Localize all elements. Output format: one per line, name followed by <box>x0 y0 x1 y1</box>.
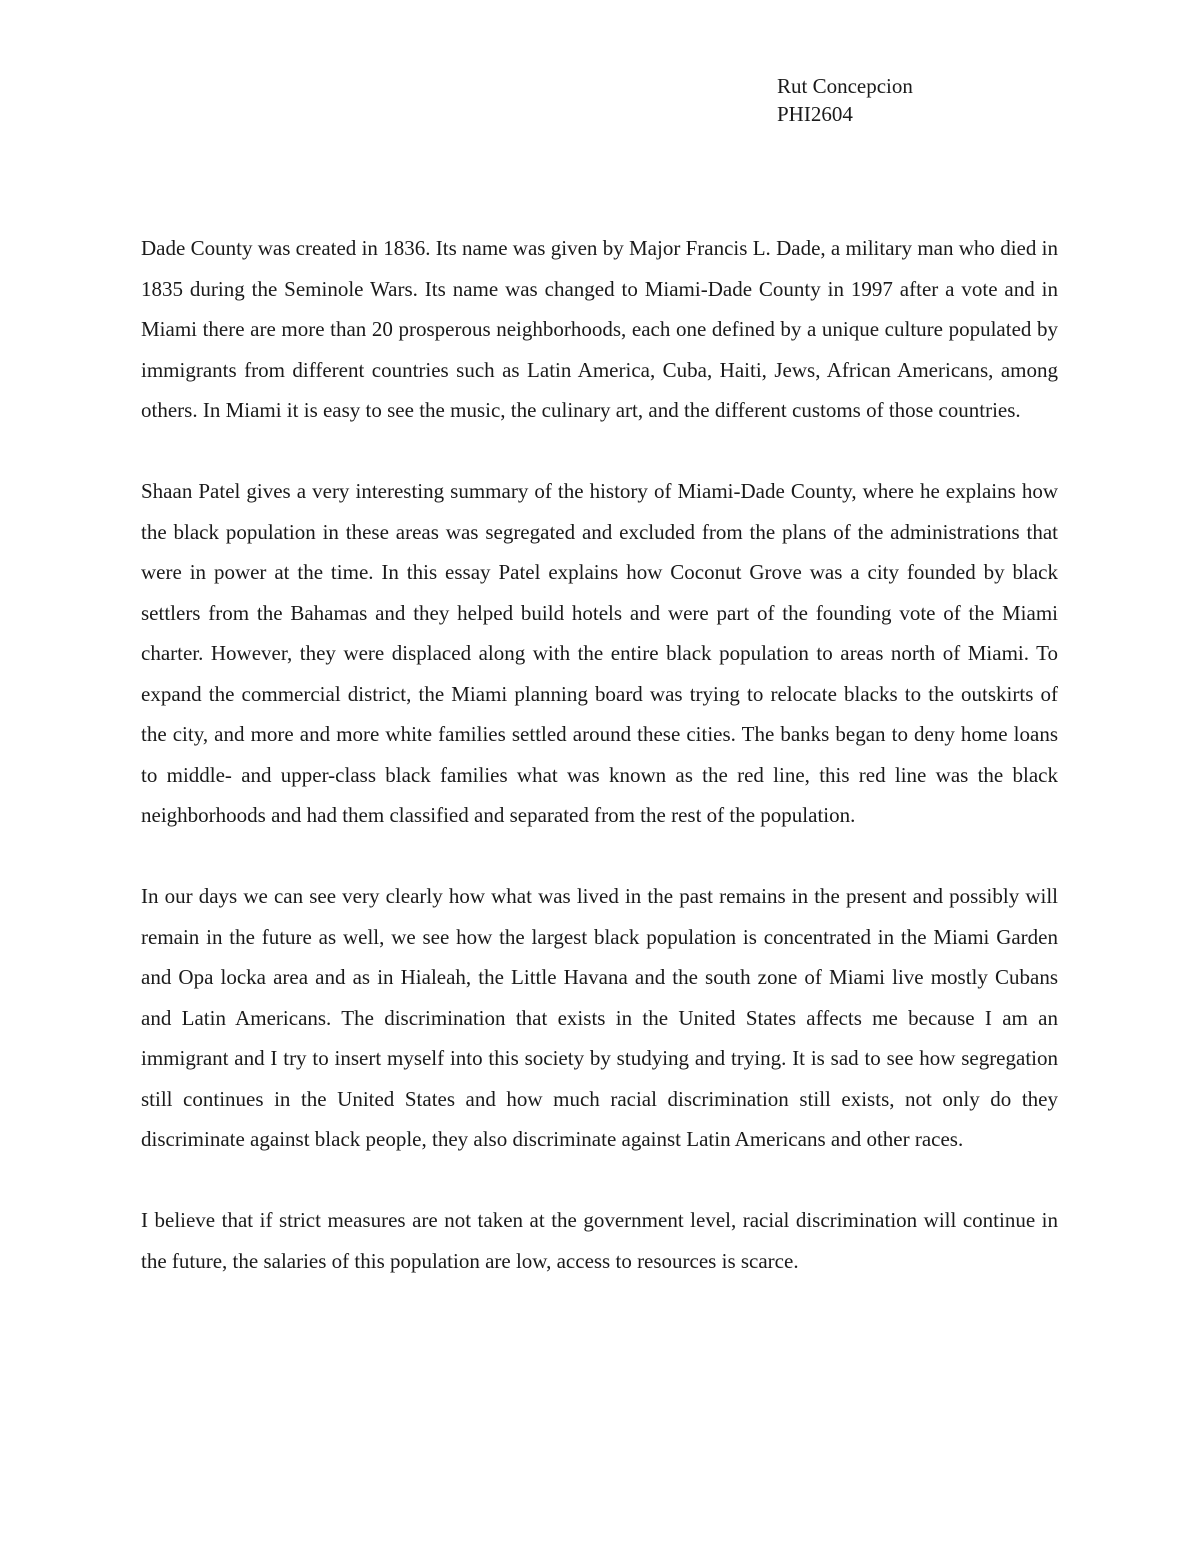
paragraph-1: Dade County was created in 1836. Its name was given by Major Francis L. Dade, a military man who died in 1835 during the Seminole Wars. Its name was changed to Miami-Dade County in 1997 after a vote and in Miami there are more than 20 prosperous neighborhoods, each one defined by a unique culture populated by immigrants from different countries such as Latin America, Cuba, Haiti, Jews, African Americans, among others. In Miami it is easy to see the music, the culinary art, and the different customs of those countries. <box>141 236 1058 422</box>
paragraph-2: Shaan Patel gives a very interesting summary of the history of Miami-Dade County, where he explains how the black population in these areas was segregated and excluded from the plans of the administrations that were in power at the time. In this essay Patel explains how Coconut Grove was a city founded by black settlers from the Bahamas and they helped build hotels and were part of the founding vote of the Miami charter. However, they were displaced along with the entire black population to areas north of Miami. To expand the commercial district, the Miami planning board was trying to relocate blacks to the outskirts of the city, and more and more white families settled around these cities. The banks began to deny home loans to middle- and upper-class black families what was known as the red line, this red line was the black neighborhoods and had them classified and separated from the rest of the population. <box>141 479 1058 827</box>
author-name: Rut Concepcion <box>777 74 913 98</box>
paragraph-3: In our days we can see very clearly how what was lived in the past remains in the present and possibly will remain in the future as well, we see how the largest black population is concentrated in the Miami Garden and Opa locka area and as in Hialeah, the Little Havana and the south zone of Miami live mostly Cubans and Latin Americans. The discrimination that exists in the United States affects me because I am an immigrant and I try to insert myself into this society by studying and trying. It is sad to see how segregation still continues in the United States and how much racial discrimination still exists, not only do they discriminate against black people, they also discriminate against Latin Americans and other races. <box>141 884 1058 1151</box>
paragraph-4: I believe that if strict measures are not taken at the government level, racial discrimination will continue in the future, the salaries of this population are low, access to resources is scarce. <box>141 1208 1058 1273</box>
essay-body <box>141 228 1058 1281</box>
course-code: PHI2604 <box>777 102 853 126</box>
document-header <box>777 72 913 128</box>
